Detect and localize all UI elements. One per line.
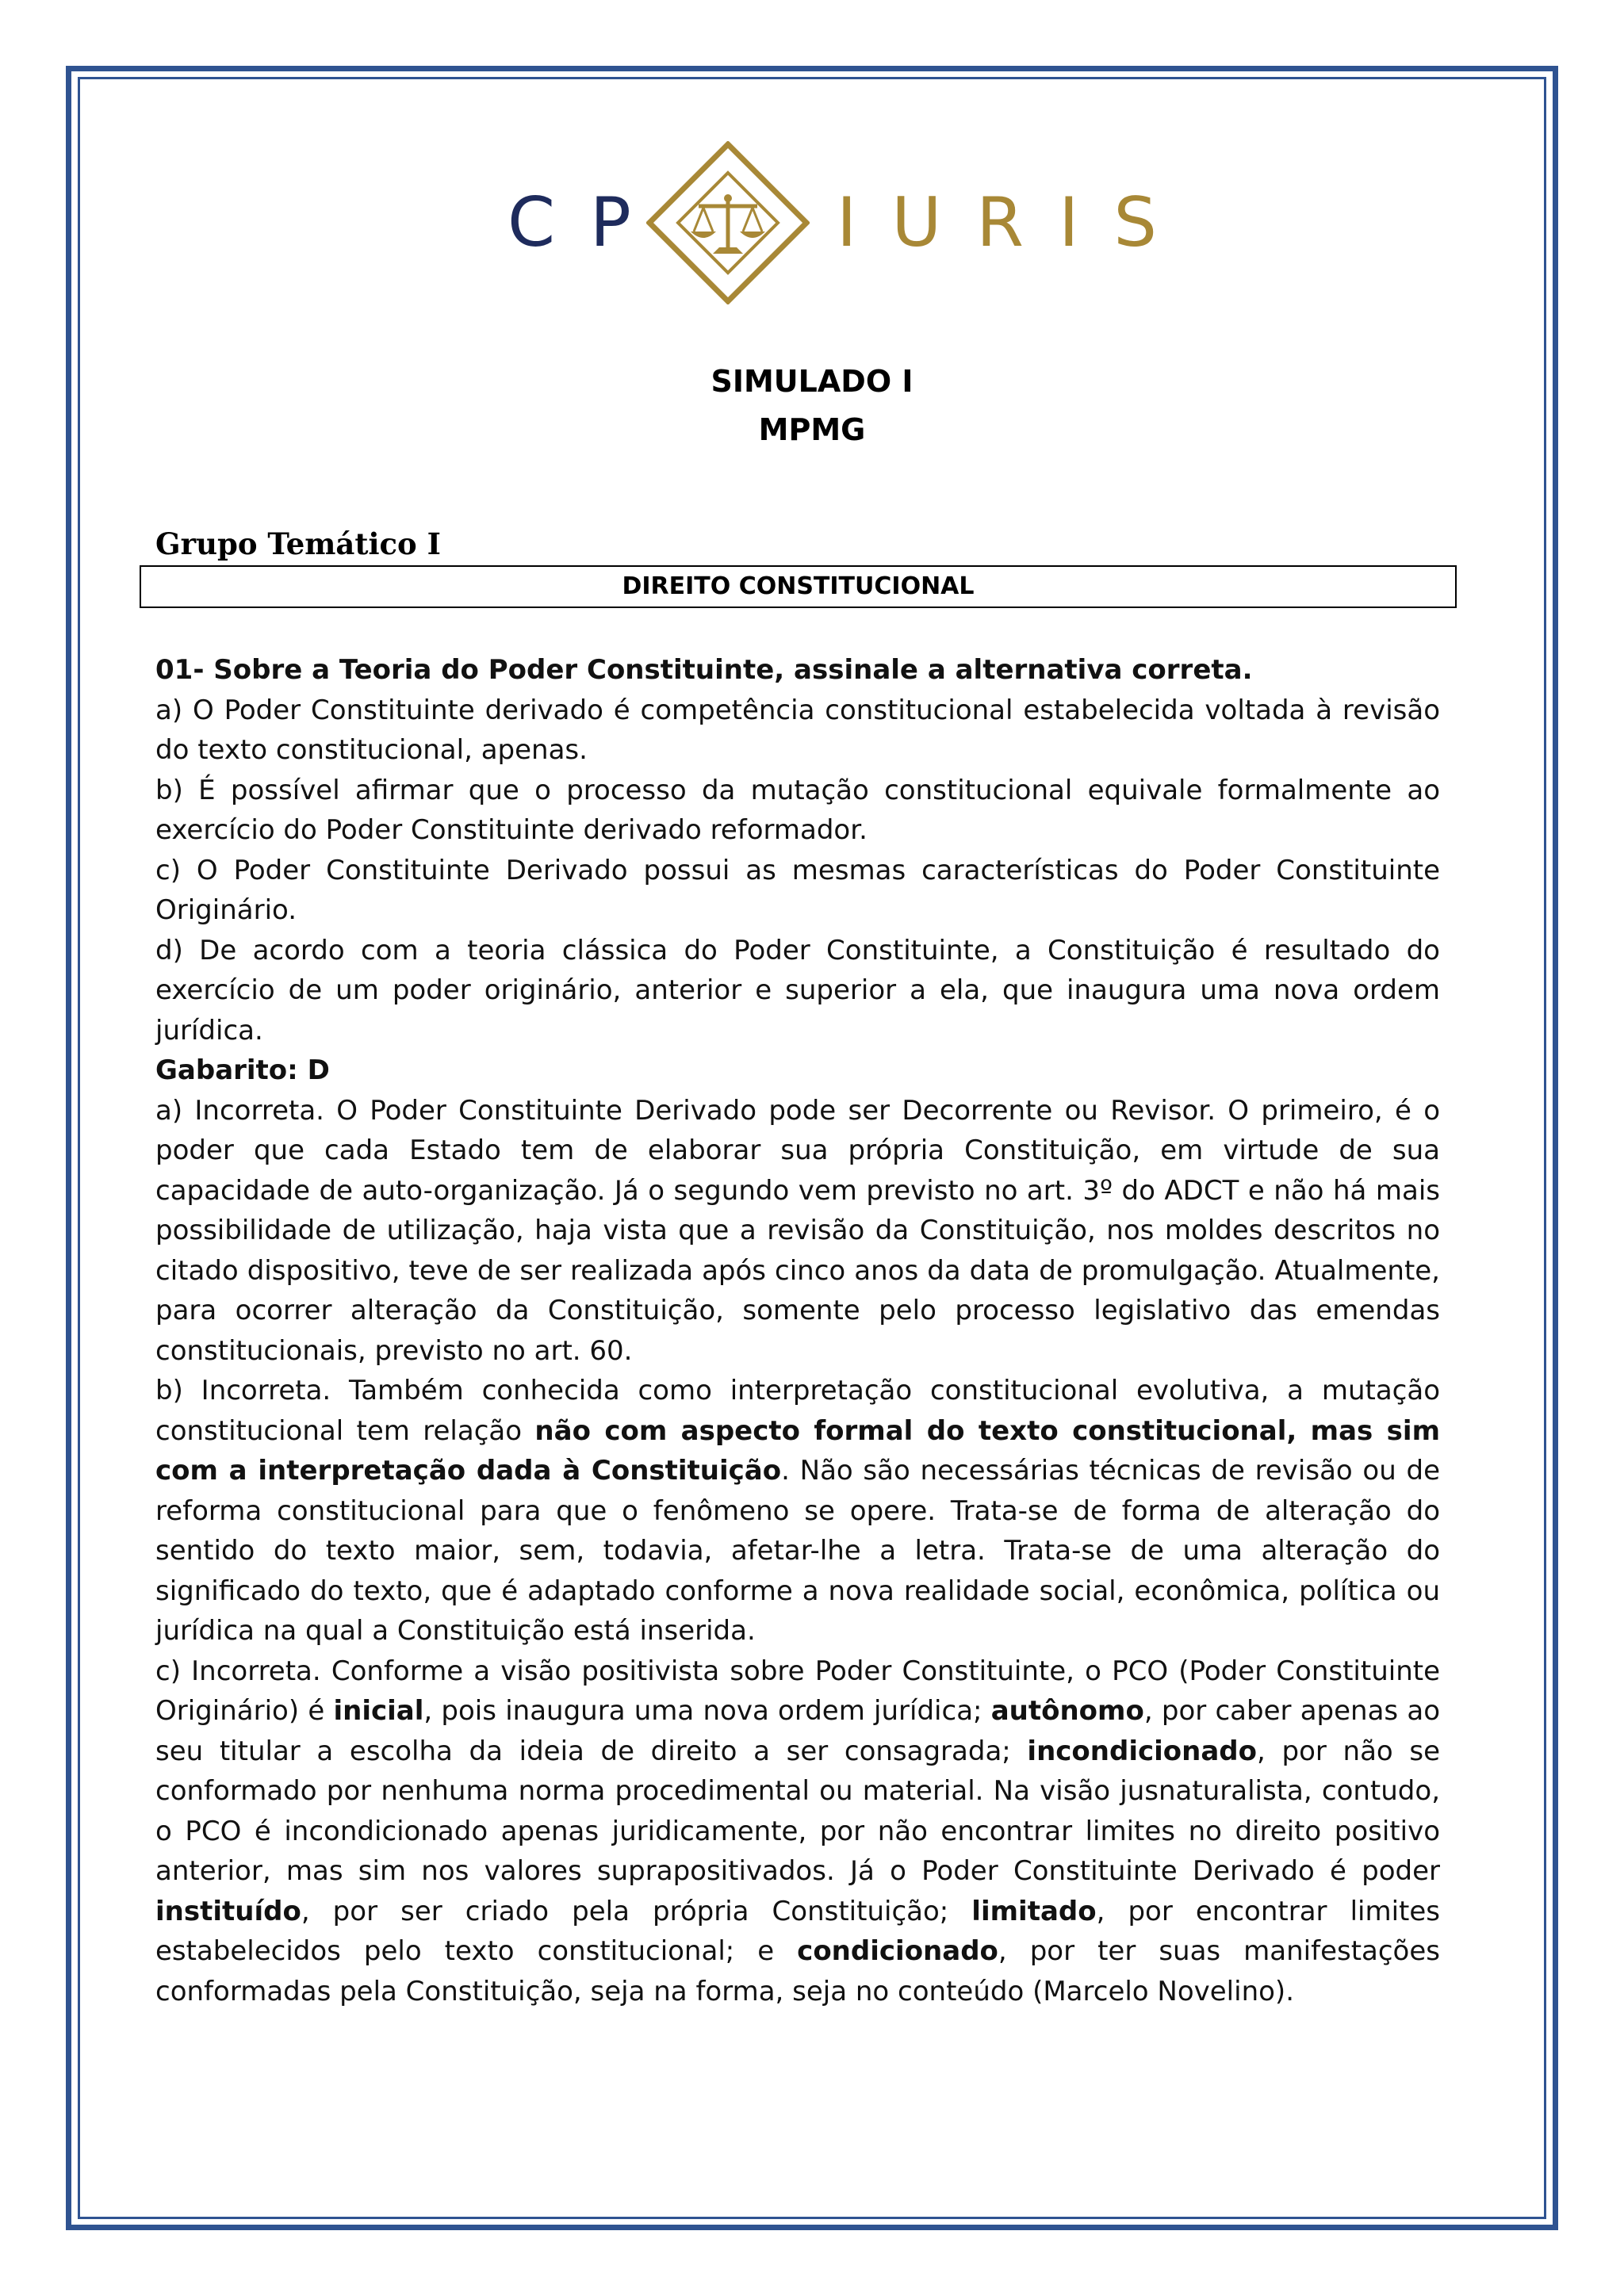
gabarito: Gabarito: D — [155, 1054, 330, 1086]
scales-of-justice-icon — [646, 141, 810, 304]
logo-text-iuris: IURIS — [837, 183, 1193, 262]
page-title-line2: MPMG — [758, 412, 866, 447]
option-c: c) O Poder Constituinte Derivado possui as mesmas características do Poder Constituinte Originário. — [155, 854, 1440, 926]
option-b: b) É possível afirmar que o processo da mutação constitucional equivale formalmente ao exercício do Poder Constituinte derivado reformador. — [155, 774, 1440, 846]
explanation-b-text: . Não são necessárias técnicas de revisão ou de reforma constitucional para que o fenômeno se opere. Trata-se de forma de alteração do sentido do texto maior, sem, todavia, afetar-lhe a letra. Trata-se de uma alteração do significado do texto, que é adaptado conforme a nova realidade social, econômica, política ou jurídica na qual a Constituição está inserida. — [155, 1455, 1440, 1647]
explanation-c-text: , por ter suas manifestações conformadas pela Constituição, seja na forma, seja no conteúdo (Marcelo Novelino). — [155, 1935, 1440, 2007]
option-a: a) O Poder Constituinte derivado é competência constitucional estabelecida voltada à revisão do texto constitucional, apenas. — [155, 694, 1440, 766]
section-title-box: DIREITO CONSTITUCIONAL — [140, 565, 1457, 608]
cp-iuris-logo — [508, 141, 1193, 304]
explanation-c-text: , por encontrar limites estabelecidos pelo texto constitucional; e — [155, 1895, 1441, 1967]
explanation-c-bold: incondicionado — [1027, 1735, 1258, 1767]
explanation-c-bold: instituído — [155, 1895, 301, 1927]
explanation-c — [155, 1651, 1440, 2012]
explanation-c-text: c) Incorreta. Conforme a visão positivista sobre Poder Constituinte, o PCO (Poder Constituinte Originário) é — [155, 1655, 1440, 1727]
explanation-c-text: , por caber apenas ao seu titular a escolha da ideia de direito a ser consagrada; — [155, 1695, 1440, 1767]
explanation-c-text: , pois inaugura uma nova ordem jurídica; — [423, 1695, 991, 1727]
logo-text-cp: CP — [508, 183, 666, 262]
explanation-c-bold: autônomo — [990, 1695, 1144, 1727]
explanation-b — [155, 1371, 1440, 1651]
option-d: d) De acordo com a teoria clássica do Poder Constituinte, a Constituição é resultado do exercício de um poder originário, anterior e superior a ela, que inaugura uma nova ordem jurídica. — [155, 934, 1440, 1047]
group-title: Grupo Temático I — [155, 526, 441, 561]
explanation-c-bold: condicionado — [797, 1935, 998, 1967]
explanation-a: a) Incorreta. O Poder Constituinte Derivado pode ser Decorrente ou Revisor. O primeiro, é o poder que cada Estado tem de elaborar sua própria Constituição, em virtude de sua capacidade de auto-organização. Já o segundo vem previsto no art. 3º do ADCT e não há mais possibilidade de utilização, haja vista que a revisão da Constituição, nos moldes descritos no citado dispositivo, teve de ser realizada após cinco anos da data de promulgação. Atualmente, para ocorrer alteração da Constituição, somente pelo processo legislativo das emendas constitucionais, previsto no art. 60. — [155, 1094, 1440, 1367]
explanation-b-text: b) Incorreta. Também conhecida como interpretação constitucional evolutiva, a mutação constitucional tem relação — [155, 1375, 1440, 1447]
question-text: 01- Sobre a Teoria do Poder Constituinte, assinale a alternativa correta. — [155, 654, 1253, 686]
page-title-line1: SIMULADO I — [710, 364, 914, 399]
explanation-c-bold: limitado — [971, 1895, 1097, 1927]
question-content — [155, 650, 1440, 2011]
explanation-c-bold: inicial — [333, 1695, 424, 1727]
explanation-b-bold: não com aspecto formal do texto constitucional, mas sim com a interpretação dada à Constituição — [155, 1414, 1440, 1487]
explanation-c-text: , por não se conformado por nenhuma norma procedimental ou material. Na visão jusnaturalista, contudo, o PCO é incondicionado apenas juridicamente, por não encontrar limites no direito positivo anterior, mas sim nos valores suprapositivados. Já o Poder Constituinte Derivado é poder — [155, 1735, 1440, 1887]
explanation-c-text: , por ser criado pela própria Constituição; — [301, 1895, 972, 1927]
